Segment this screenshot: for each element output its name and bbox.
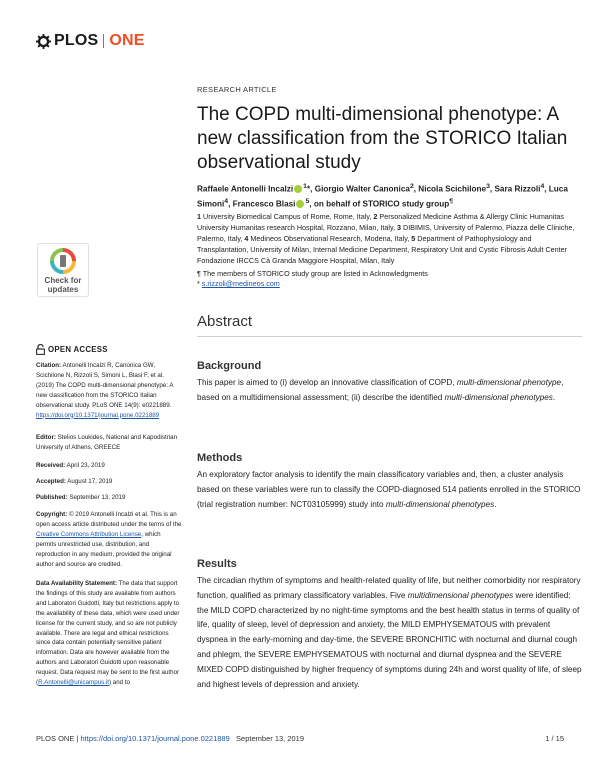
methods-heading: Methods xyxy=(197,452,243,464)
accepted-date: Accepted: August 17, 2019 xyxy=(36,478,113,485)
corresponding-email: * s.rizzoli@medineos.com xyxy=(197,279,280,288)
author-email-link[interactable]: R.Antonelli@unicampus.it xyxy=(38,679,110,687)
brand-plos: PLOS xyxy=(54,32,99,49)
orcid-icon[interactable] xyxy=(294,185,302,193)
author-list: Raffaele Antonelli Incalzi $^1$*, Giorgio Walter Canonica$^2$, Nicola Scichilone$^3$, Sara Rizzoli$^4$, Luca Simoni$^4$, Francesco Blasi $^5$, on behalf of STORICO study group¶ xyxy=(197,183,568,209)
open-access-badge: OPEN ACCESS xyxy=(36,344,108,355)
affiliations: 1 University Biomedical Campus of Rome, Rome, Italy, 2 Personalized Medicine Asthma & Allergy Clinic Humanitas University Humanitas research Hospital, Rozzano, Milan, Italy, 3 DIBIMIS, University of Palermo, Piazza delle Cliniche, Palermo, Italy, 4 Medineos Observational Research, Modena, Italy, 5 Department of Pathophysiology and Transplantation, University of Milan, Internal Medicine Department, Respiratory Unit and Cystic Fibrosis Adult Center Fondazione IRCCS Cà Granda Maggiore Hospital, Milan, Italy xyxy=(197,212,575,265)
open-lock-icon xyxy=(36,344,45,355)
plos-gear-icon xyxy=(36,34,51,49)
article-type: RESEARCH ARTICLE xyxy=(197,85,277,94)
check-for-updates-button[interactable] xyxy=(37,243,89,297)
page-footer: PLOS ONE | https://doi.org/10.1371/journal.pone.0221889 September 13, 2019 xyxy=(36,734,305,743)
abstract-heading: Abstract xyxy=(197,313,253,330)
check-updates-label: Check for updates xyxy=(44,276,82,294)
article-title: The COPD multi-dimensional phenotype: A new classification from the STORICO Italian observational study xyxy=(197,104,568,173)
page-number: 1 / 15 xyxy=(545,734,564,743)
received-date: Received: April 23, 2019 xyxy=(36,462,105,469)
citation-doi-link[interactable]: https://doi.org/10.1371/journal.pone.0221889 xyxy=(36,411,160,419)
background-text: This paper is aimed to (i) develop an innovative classification of COPD, multi-dimensional phenotype, based on a multidimensional assessment; (ii) describe the identified multi-dimensional phenotypes. xyxy=(197,378,564,402)
data-availability-block: Data Availability Statement: The data that support the findings of this study are available from authors and Laboratori Guidotti, Italy but restrictions apply to the availability of these data, which were used under license for the current study, and so are not publicly available. There are legal and ethical restrictions since data contain potentially sensitive patient information. Data are however available from the authors and Laboratori Guidotti upon reasonable request. Data request may be sent to the first author (R.Antonelli@unicampus.it) and to xyxy=(36,580,180,687)
background-heading: Background xyxy=(197,360,262,372)
orcid-icon[interactable] xyxy=(296,200,304,208)
copyright-block: Copyright: © 2019 Antonelli Incalzi et al. This is an open access article distributed under the terms of the Creative Commons Attribution License, which permits unrestricted use, distribution, and reproduction in any medium, provided the original author and source are credited. xyxy=(36,511,182,568)
email-link[interactable]: s.rizzoli@medineos.com xyxy=(201,279,280,288)
license-link[interactable]: Creative Commons Attribution License xyxy=(36,530,142,538)
check-updates-icon xyxy=(50,248,76,274)
brand-divider xyxy=(103,34,104,48)
methods-text: An exploratory factor analysis to identify the main classificatory variables and, then, a cluster analysis based on these variables were run to classify the COPD-diagnosed 514 patients enrolled in the STORICO (trial registration number: NCT03105999) study into multi-dimensional phenotypes. xyxy=(197,470,581,509)
study-group-note: ¶ The members of STORICO study group are listed in Acknowledgments xyxy=(197,269,428,278)
brand-one: ONE xyxy=(109,32,145,49)
published-date: Published: September 13, 2019 xyxy=(36,494,126,501)
citation-block: Citation: Antonelli Incalzi R, Canonica GW, Scichilone N, Rizzoli S, Simoni L, Blasi F, et al. (2019) The COPD multi-dimensional phenotype: A new classification from the STORICO Italian observational study. PLoS ONE 14(9): e0221889. https://doi.org/10.1371/journal.pone.0221889 xyxy=(36,362,174,419)
abstract-divider xyxy=(197,336,582,337)
journal-logo[interactable] xyxy=(36,31,145,51)
results-heading: Results xyxy=(197,558,237,570)
results-text: The circadian rhythm of symptoms and health-related quality of life, but neither comorbidity nor respiratory function, qualified as primary classificatory variables. Five multidimensional phenotypes were identified: the MILD COPD characterized by no night-time symptoms and the best health status in terms of quality of life, quality of sleep, level of depression and anxiety, the MILD EMPHYSEMATOUS with prevalent dyspnea in the early-morning and day-time, the SEVERE BRONCHITIC with nocturnal and diurnal cough and phlegm, the SEVERE EMPHYSEMATOUS with nocturnal and diurnal dyspnea and the SEVERE MIXED COPD distinguished by higher frequency of symptoms during 24h and worst quality of life, of sleep and highest levels of depression and anxiety. xyxy=(197,576,582,689)
editor-block: Editor: Stelios Loukides, National and Kapodistrian University of Athens, GREECE xyxy=(36,434,178,451)
footer-doi-link[interactable]: https://doi.org/10.1371/journal.pone.0221889 xyxy=(80,734,230,743)
